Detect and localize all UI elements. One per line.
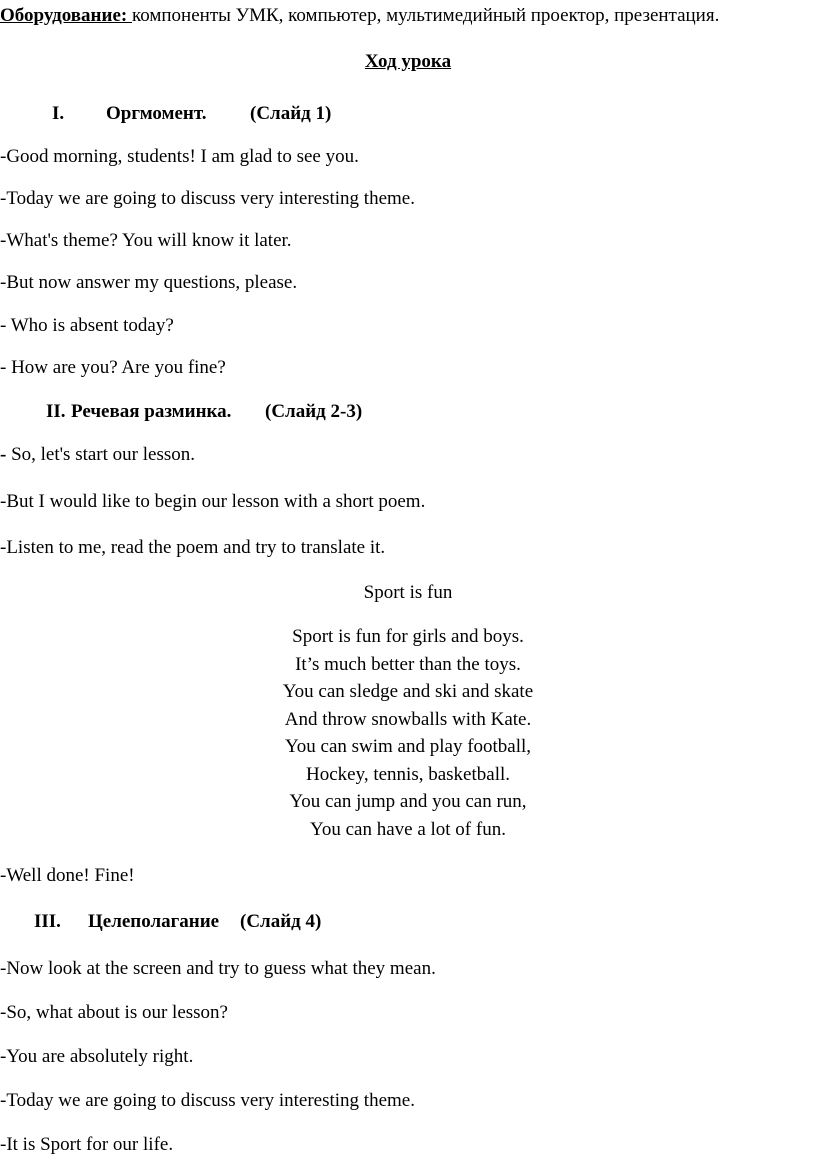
poem-line: You can swim and play football,	[284, 736, 532, 757]
text-line: - How are you? Are you fine?	[0, 357, 226, 378]
poem-line: It’s much better than the toys.	[295, 653, 521, 675]
dash-mark: -	[0, 444, 12, 465]
poem-line: And throw snowballs with Kate.	[284, 708, 532, 730]
text-line: -But now answer my questions, please.	[0, 272, 298, 293]
text-line: -Good morning, students! I am glad to see you.	[0, 146, 359, 167]
poem-line: You can jump and you can run,	[289, 791, 527, 812]
text-line: -So, what about is our lesson?	[0, 1002, 228, 1023]
text-content: So, let's start our lesson.	[11, 444, 195, 465]
poem-line: You can have a lot of fun.	[310, 818, 506, 840]
poem-line: Hockey, tennis, basketball.	[305, 763, 511, 785]
section-1-number: I.	[52, 103, 65, 124]
text-line: - Who is absent today?	[0, 315, 174, 336]
text-line: -What's theme? You will know it later.	[0, 230, 292, 251]
text-line: -Now look at the screen and try to guess what they mean.	[0, 958, 436, 979]
section-2-number: II.	[46, 401, 66, 422]
section-3-slide: (Слайд 4)	[240, 911, 322, 932]
section-2-slide: (Слайд 2-3)	[265, 401, 363, 422]
text-line: -Listen to me, read the poem and try to translate it.	[0, 537, 386, 558]
text-line: -Well done! Fine!	[0, 865, 135, 886]
text-line: -Today we are going to discuss very interesting theme.	[0, 1090, 415, 1111]
text-line: -You are absolutely right.	[0, 1046, 194, 1067]
section-3-title: Целеполагание	[88, 911, 220, 932]
section-1-title: Оргмомент.	[106, 103, 207, 124]
poem-body	[0, 623, 816, 843]
lesson-heading	[0, 50, 816, 74]
lesson-heading-text: Ход урока	[364, 51, 452, 72]
poem-title: Sport is fun	[363, 582, 453, 603]
section-2-title: Речевая разминка.	[71, 401, 232, 422]
section-3-number: III.	[34, 911, 61, 932]
poem-line: Sport is fun for girls and boys.	[292, 626, 524, 647]
equipment-line	[0, 4, 719, 28]
poem-line: You can sledge and ski and skate	[282, 681, 534, 702]
text-line: -Today we are going to discuss very interesting theme.	[0, 188, 415, 209]
text-line: -It is Sport for our life.	[0, 1134, 174, 1155]
equipment-label: Оборудование:	[0, 5, 132, 26]
equipment-text: компоненты УМК, компьютер, мультимедийный проектор, презентация.	[131, 5, 720, 26]
text-line: -But I would like to begin our lesson with a short poem.	[0, 491, 426, 512]
text-line	[0, 443, 195, 467]
section-1-slide: (Слайд 1)	[250, 103, 332, 124]
